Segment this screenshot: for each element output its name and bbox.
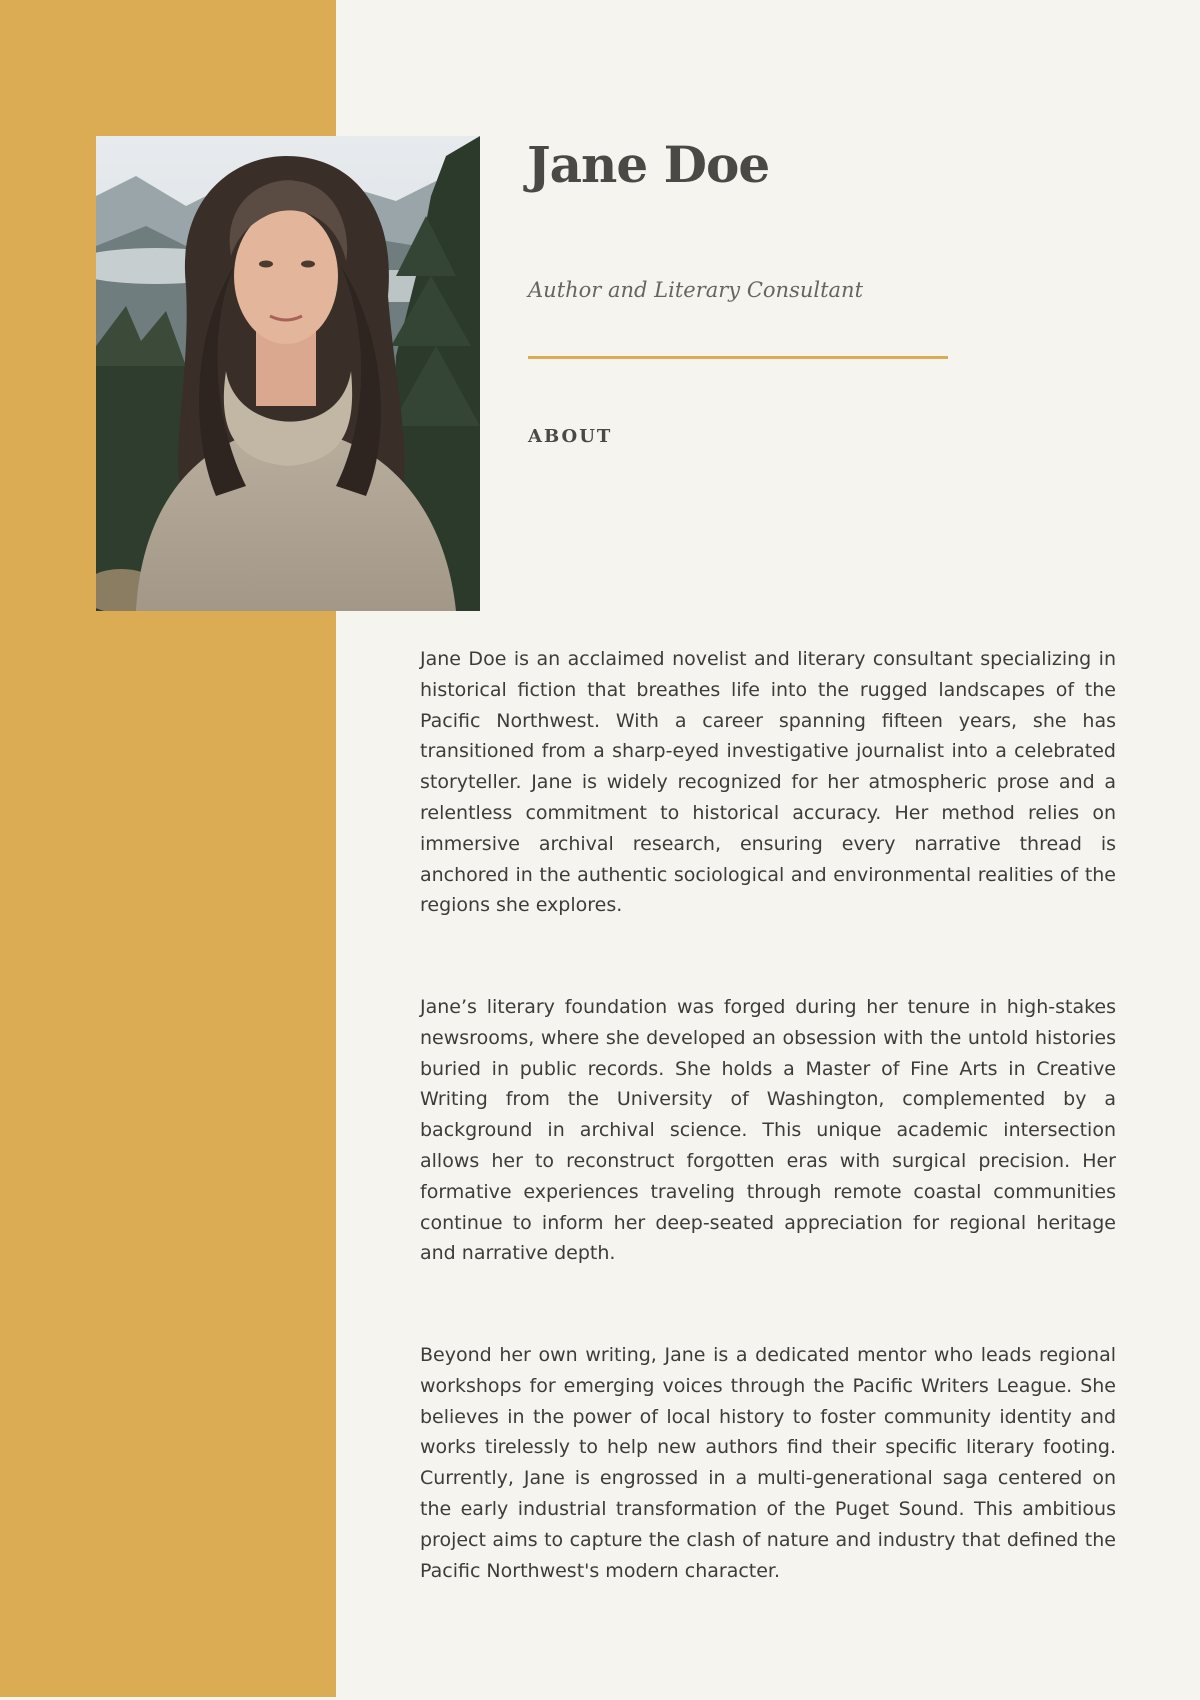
about-heading: ABOUT	[528, 426, 613, 447]
author-portrait	[96, 136, 480, 611]
about-paragraph-1: Jane Doe is an acclaimed novelist and literary consultant specializing in historical fiction that breathes life into the rugged landscapes of the Pacific Northwest. With a career spanning fifteen years, she has transitioned from a sharp-eyed investigative journalist into a celebrated storyteller. Jane is widely recognized for her atmospheric prose and a relentless commitment to historical accuracy. Her method relies on immersive archival research, ensuring every narrative thread is anchored in the authentic sociological and environmental realities of the regions she explores.	[420, 648, 1116, 917]
author-title: Author and Literary Consultant	[528, 278, 864, 302]
author-name: Jane Doe	[527, 135, 770, 194]
about-paragraph-3: Beyond her own writing, Jane is a dedicated mentor who leads regional workshops for emerging voices through the Pacific Writers League. She believes in the power of local history to foster community identity and works tirelessly to help new authors find their specific literary footing. Currently, Jane is engrossed in a multi-generational saga centered on the early industrial transformation of the Puget Sound. This ambitious project aims to capture the clash of nature and industry that defined the Pacific Northwest's modern character.	[420, 1344, 1116, 1582]
about-paragraph-2: Jane’s literary foundation was forged during her tenure in high-stakes newsrooms, where she developed an obsession with the untold histories buried in public records. She holds a Master of Fine Arts in Creative Writing from the University of Washington, complemented by a background in archival science. This unique academic intersection allows her to reconstruct forgotten eras with surgical precision. Her formative experiences traveling through remote coastal communities continue to inform her deep-seated appreciation for regional heritage and narrative depth.	[420, 996, 1116, 1265]
accent-divider	[528, 356, 948, 359]
